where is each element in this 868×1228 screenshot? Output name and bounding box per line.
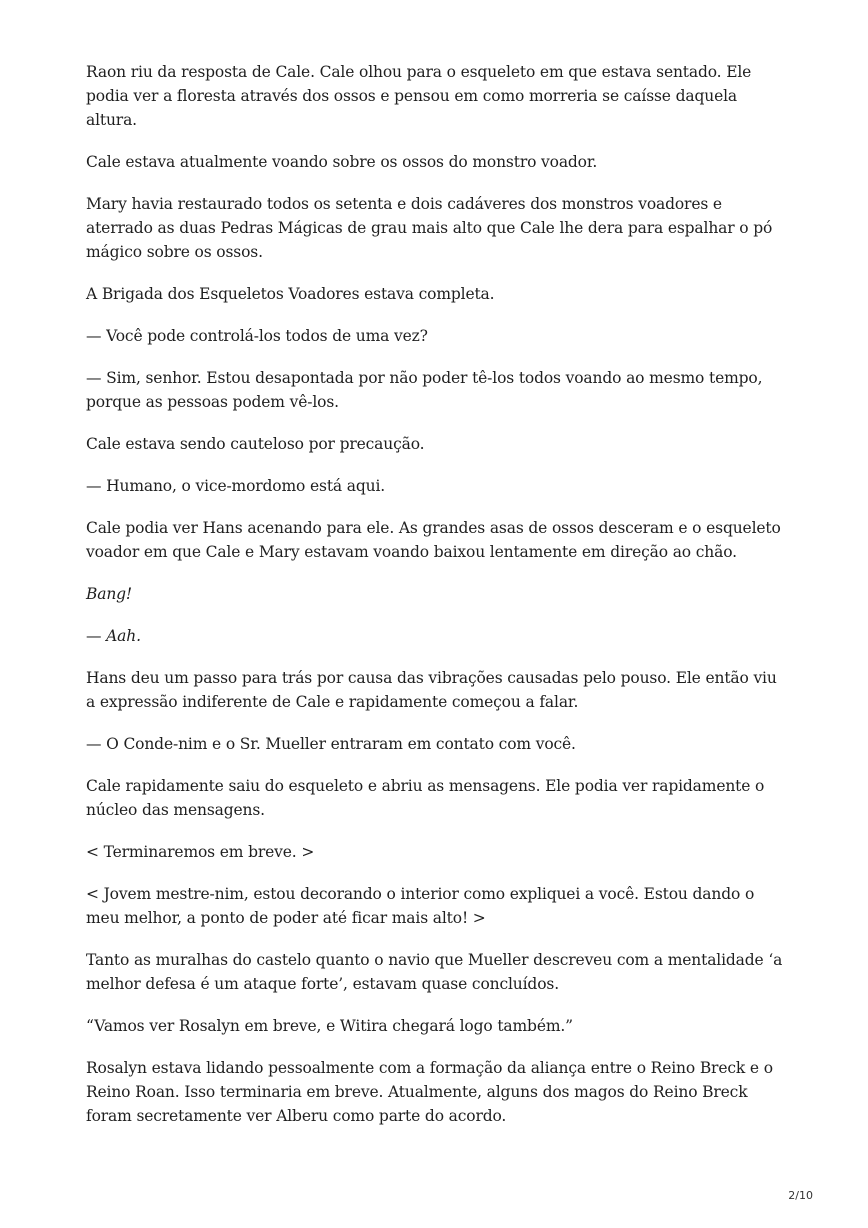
paragraph: A Brigada dos Esqueletos Voadores estava completa. — [86, 285, 495, 303]
paragraph: Hans deu um passo para trás por causa das vibrações causadas pelo pouso. Ele então viu a expressão indiferente de Cale e rapidamente começou a falar. — [86, 669, 777, 711]
document-page — [86, 60, 786, 1146]
paragraph: Rosalyn estava lidando pessoalmente com a formação da aliança entre o Reino Breck e o Reino Roan. Isso terminaria em breve. Atualmente, alguns dos magos do Reino Breck foram secretamente ver Alberu como parte do acordo. — [86, 1059, 773, 1125]
page-number: 2/10 — [788, 1189, 813, 1202]
thought-line: “Vamos ver Rosalyn em breve, e Witira chegará logo também.” — [86, 1017, 573, 1035]
paragraph: Tanto as muralhas do castelo quanto o navio que Mueller descreveu com a mentalidade ‘a melhor defesa é um ataque forte’, estavam quase concluídos. — [86, 951, 783, 993]
paragraph: Cale podia ver Hans acenando para ele. As grandes asas de ossos desceram e o esqueleto voador em que Cale e Mary estavam voando baixou lentamente em direção ao chão. — [86, 519, 781, 561]
paragraph: Cale estava atualmente voando sobre os ossos do monstro voador. — [86, 153, 598, 171]
dialogue-line — [86, 624, 786, 648]
paragraph: Mary havia restaurado todos os setenta e dois cadáveres dos monstros voadores e aterrado as duas Pedras Mágicas de grau mais alto que Cale lhe dera para espalhar o pó mágico sobre os ossos. — [86, 195, 773, 261]
dialogue-line: — Humano, o vice-mordomo está aqui. — [86, 477, 386, 495]
paragraph: Cale rapidamente saiu do esqueleto e abriu as mensagens. Ele podia ver rapidamente o núcleo das mensagens. — [86, 777, 765, 819]
dialogue-line: — Você pode controlá-los todos de uma vez? — [86, 327, 428, 345]
dialogue-line: — O Conde-nim e o Sr. Mueller entraram em contato com você. — [86, 735, 576, 753]
sound-effect: Bang! — [86, 585, 133, 603]
dialogue-line: — Sim, senhor. Estou desapontada por não poder tê-los todos voando ao mesmo tempo, porque as pessoas podem vê-los. — [86, 369, 763, 411]
message-line: < Terminaremos em breve. > — [86, 843, 315, 861]
message-line: < Jovem mestre-nim, estou decorando o interior como expliquei a você. Estou dando o meu melhor, a ponto de poder até ficar mais alto! > — [86, 885, 755, 927]
exclamation: Aah. — [106, 627, 141, 645]
dialogue-dash: — — [86, 627, 107, 645]
paragraph: Raon riu da resposta de Cale. Cale olhou para o esqueleto em que estava sentado. Ele podia ver a floresta através dos ossos e pensou em como morreria se caísse daquela altura. — [86, 63, 752, 129]
paragraph: Cale estava sendo cauteloso por precaução. — [86, 435, 425, 453]
